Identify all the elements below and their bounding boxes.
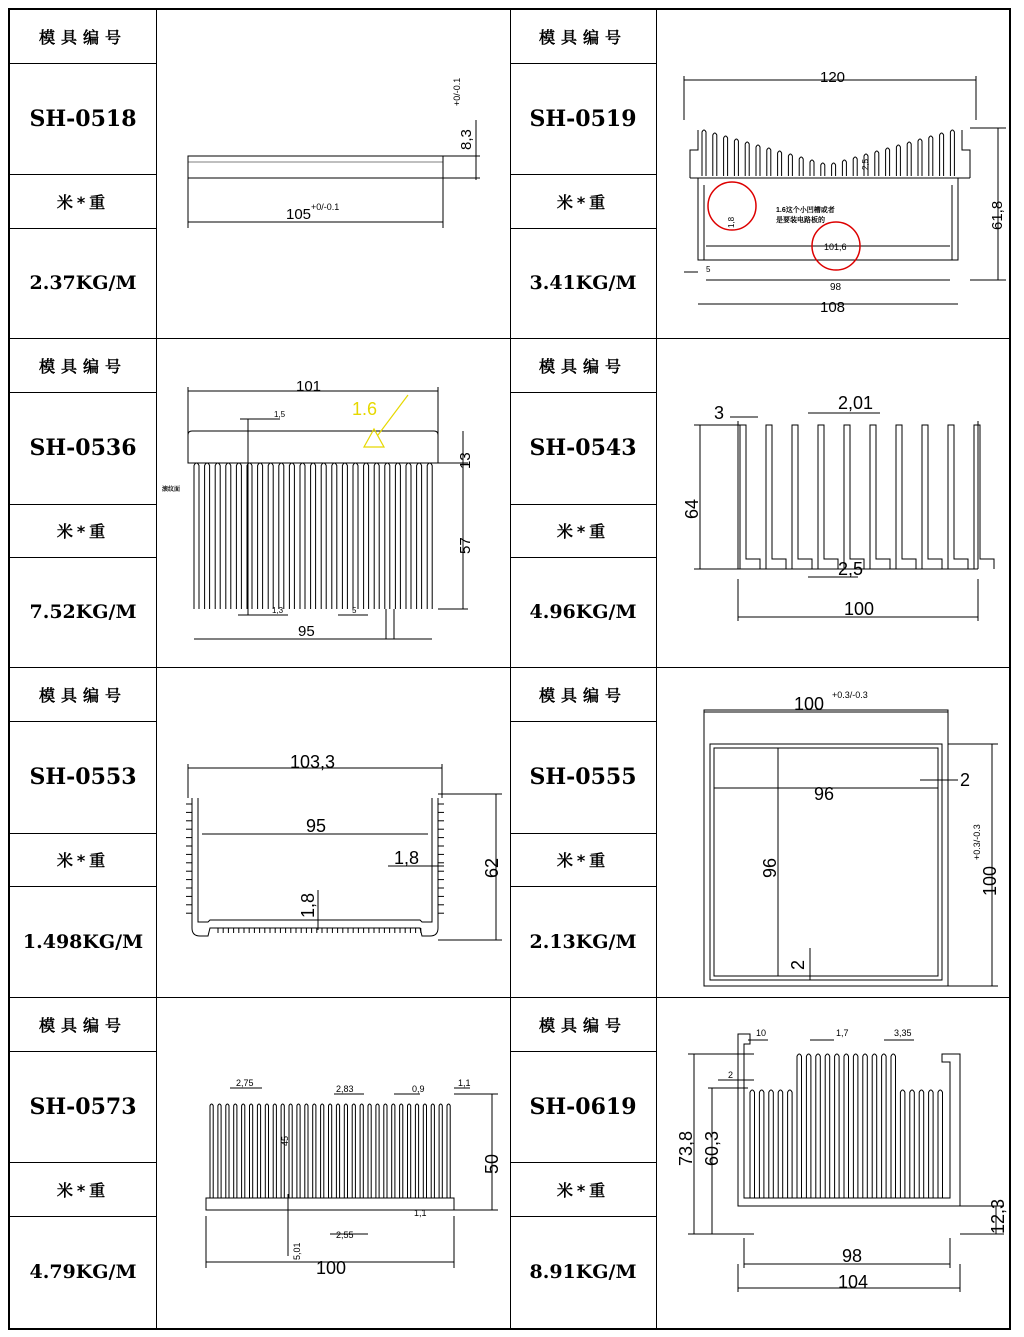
heatsink-fin [242,1104,245,1198]
heatsink-fin [816,1054,821,1198]
heatsink-fin [922,425,942,569]
mold-number-header: 模具编号 [538,357,627,376]
heatsink-fin [769,1090,774,1198]
dim-f3: 0,9 [412,1084,425,1094]
dim-fin: 1,5 [274,410,286,419]
heatsink-fin [910,1090,915,1198]
profile-drawing-sh0619 [658,998,1009,1328]
heatsink-fin [300,463,305,609]
dim-total: 103,3 [290,752,336,772]
mold-number-header: 模具编号 [538,686,627,705]
heatsink-fin [750,1090,755,1198]
heatsink-fin [226,463,231,609]
dim-h1: 73,8 [676,1130,696,1166]
dim-b: 1,7 [836,1028,849,1038]
heatsink-fin [872,1054,877,1198]
heatsink-fin [745,142,749,176]
dim-top: 100 [794,694,825,714]
heatsink-fin [305,1104,308,1198]
weight-value: 8.91KG/M [529,1261,637,1283]
heatsink-fin [368,1104,371,1198]
dim-total: 120 [820,69,846,86]
dim-height: 8,3 [458,129,475,150]
spec-table [8,8,1011,1330]
col-divider [656,10,657,1330]
mold-number-header: 模具编号 [538,28,627,47]
dim-width-tolerance: +0/-0.1 [311,202,340,212]
weight-label: 米*重 [556,851,610,870]
surface-finish: 1.6 [352,399,378,419]
heatsink-fin [940,133,944,176]
heatsink-fin [352,1104,355,1198]
heatsink-fin [875,151,879,176]
heatsink-fin [417,463,422,609]
dim-height: 62 [482,857,502,878]
weight-label: 米*重 [56,851,110,870]
heatsink-fin [907,142,911,176]
heatsink-fin [853,157,857,176]
profile-code: SH-0553 [29,764,137,790]
heatsink-fin [250,1104,253,1198]
dim-h2: 60,3 [702,1130,722,1166]
heatsink-fin [336,1104,339,1198]
heatsink-fin [376,1104,379,1198]
dim-gap: 5 [352,606,357,615]
profile-drawing-sh0553 [158,668,509,995]
heatsink-fin [896,145,900,176]
weight-value: 2.37KG/M [29,272,137,294]
weight-label: 米*重 [56,192,110,212]
heatsink-fin [853,1054,858,1198]
heatsink-fin [844,1054,849,1198]
dim-base: 5,01 [292,1242,302,1260]
heatsink-fin [384,1104,387,1198]
profile-code: SH-0543 [529,435,637,461]
weight-label: 米*重 [556,1180,610,1200]
heatsink-fin [767,148,771,176]
side-note: 滚纹面 [162,487,181,493]
weight-value: 1.498KG/M [22,930,144,953]
heatsink-fin [863,1054,868,1198]
dim-base: 108 [820,299,846,316]
profile-drawing-sh0543 [658,339,1009,666]
dim-total: 101 [296,378,322,395]
dim-inner-h: 96 [760,857,780,878]
dim-f2: 2,83 [336,1084,354,1094]
heatsink-fin [724,136,728,176]
dim-w2: 104 [838,1272,869,1292]
heatsink-fin [938,1090,943,1198]
dim-c: 3,35 [894,1028,912,1038]
dim-width: 105 [286,206,312,223]
weight-value: 3.41KG/M [529,272,637,294]
heatsink-fin [427,463,432,609]
heatsink-fin [950,130,954,176]
heatsink-fin [218,1104,221,1198]
heatsink-fin [321,1104,324,1198]
heatsink-fin [344,1104,347,1198]
weight-label: 米*重 [56,522,110,541]
heatsink-fin [234,1104,237,1198]
heatsink-fin [268,463,273,609]
heatsink-fin [385,463,390,609]
heatsink-fin [835,1054,840,1198]
heatsink-fin [257,1104,260,1198]
dim-d1: 1,8 [727,216,736,228]
note-line-2: 是要装电路板的 [776,217,825,224]
heatsink-fin [974,425,994,569]
heatsink-fin [273,1104,276,1198]
heatsink-fin [215,463,220,609]
heatsink-fin [406,463,411,609]
heatsink-fin [886,148,890,176]
col-divider [156,10,157,1330]
heatsink-fin [842,160,846,176]
dim-height: 50 [482,1153,502,1174]
dim-right: 100 [980,865,1000,896]
dim-d: 2 [728,1070,734,1080]
dim-top-tolerance: +0.3/-0.3 [832,690,868,700]
profile-code: SH-0573 [29,1093,137,1120]
dim-wall-bottom: 2 [788,959,808,970]
heatsink-fin [799,157,803,176]
heatsink-fin [439,1104,442,1198]
dim-pitch: 1,3 [272,606,284,615]
mold-number-header: 模具编号 [38,1016,127,1035]
dim-gap: 2,5 [838,559,864,579]
mold-number-header: 模具编号 [38,686,127,705]
dim-height-tolerance: +0/-0.1 [452,77,462,106]
dim-t2: 2,01 [838,393,874,413]
dim-height: 13 [457,452,474,469]
heatsink-fin [321,463,326,609]
heatsink-fin [713,133,717,176]
dim-height: 61,8 [989,200,1006,230]
heatsink-fin [374,463,379,609]
dim-fin-height: 57 [457,537,474,554]
dim-gap: 2,55 [336,1230,354,1240]
dim-span: 98 [830,282,842,293]
dim-t1: 1,1 [414,1208,427,1218]
heatsink-fin [778,1090,783,1198]
heatsink-fin [265,1104,268,1198]
dim-bottom: 1,8 [298,892,318,918]
heatsink-fin [210,1104,213,1198]
heatsink-fin [759,1090,764,1198]
heatsink-fin [205,463,210,609]
heatsink-fin [194,463,199,609]
dim-height: 64 [682,498,702,519]
heatsink-fin [311,463,316,609]
heatsink-fin [364,463,369,609]
heatsink-fin [810,160,814,176]
dim-inner: 101,6 [824,242,847,252]
heatsink-fin [423,1104,426,1198]
heatsink-fin [400,1104,403,1198]
weight-label: 米*重 [56,1180,110,1200]
heatsink-fin [408,1104,411,1198]
heatsink-fin [734,139,738,176]
heatsink-fin [447,1104,450,1198]
mold-number-header: 模具编号 [38,357,127,376]
profile-drawing-sh0573 [158,998,509,1328]
heatsink-fin [332,463,337,609]
heatsink-fin [226,1104,229,1198]
dim-fin-height: 45 [280,1135,290,1146]
weight-value: 4.79KG/M [29,1261,137,1283]
heatsink-fin [360,1104,363,1198]
heatsink-fin [788,1090,793,1198]
heatsink-fin [806,1054,811,1198]
dim-width: 95 [298,623,315,640]
heatsink-fin [740,425,760,569]
heatsink-fin [329,1104,332,1198]
heatsink-fin [919,1090,924,1198]
dim-w1: 98 [842,1246,863,1266]
profile-code: SH-0519 [529,105,637,132]
profile-drawing-sh0519 [658,10,1009,337]
heatsink-fin [415,1104,418,1198]
profile-code: SH-0555 [529,764,637,790]
heatsink-fin [891,1054,896,1198]
heatsink-fin [825,1054,830,1198]
heatsink-fin [236,463,241,609]
heatsink-fin [395,463,400,609]
dim-f1: 2,75 [236,1078,254,1088]
dim-inner-w: 96 [814,784,835,804]
weight-value: 4.96KG/M [529,601,637,623]
mold-number-header: 模具编号 [38,28,127,47]
heatsink-fin [342,463,347,609]
heatsink-fin [766,425,786,569]
heatsink-fin [821,163,825,176]
heatsink-fin [258,463,263,609]
heatsink-fin [279,463,284,609]
heatsink-fin [900,1090,905,1198]
dim-f4: 1,1 [458,1078,471,1088]
mold-number-header: 模具编号 [538,1016,627,1035]
heatsink-fin [797,1054,802,1198]
dim-wall: 2 [960,770,971,790]
heatsink-fin [289,1104,292,1198]
heatsink-fin [832,163,836,176]
dim-d3: 2,5 [861,158,870,170]
heatsink-fin [870,425,890,569]
heatsink-fin [788,154,792,176]
heatsink-fin [929,1090,934,1198]
heatsink-fin [756,145,760,176]
weight-label: 米*重 [556,522,610,541]
weight-value: 7.52KG/M [29,601,137,623]
profile-drawing-sh0536 [158,339,509,666]
heatsink-fin [431,1104,434,1198]
profile-code: SH-0619 [529,1093,637,1120]
heatsink-fin [313,1104,316,1198]
dim-width: 100 [316,1258,347,1278]
profile-code: SH-0518 [29,105,137,132]
heatsink-fin [297,1104,300,1198]
dim-a: 10 [756,1028,767,1038]
heatsink-fin [353,463,358,609]
heatsink-fin [792,425,812,569]
dim-width: 100 [844,599,875,619]
heatsink-fin [918,139,922,176]
heatsink-fin [281,1104,284,1198]
dim-t1: 3 [714,403,725,423]
heatsink-fin [948,425,968,569]
heatsink-fin [818,425,838,569]
heatsink-fin [929,136,933,176]
heatsink-fin [702,130,706,176]
heatsink-fin [392,1104,395,1198]
heatsink-fin [882,1054,887,1198]
profile-drawing-sh0555 [658,668,1009,995]
heatsink-fin [844,425,864,569]
heatsink-fin [896,425,916,569]
heatsink-fin [778,151,782,176]
heatsink-fin [289,463,294,609]
dim-h3: 12,3 [988,1198,1008,1234]
dim-d2: 5 [706,265,711,274]
dim-wall: 1,8 [394,848,420,868]
profile-drawing-sh0518 [158,10,509,337]
weight-label: 米*重 [556,192,610,212]
dim-right-tolerance: +0.3/-0.3 [972,824,982,860]
dim-inner: 95 [306,816,327,836]
note-line-1: 1.6这个小凹槽或者 [776,207,835,214]
weight-value: 2.13KG/M [529,930,637,953]
profile-code: SH-0536 [29,435,137,461]
